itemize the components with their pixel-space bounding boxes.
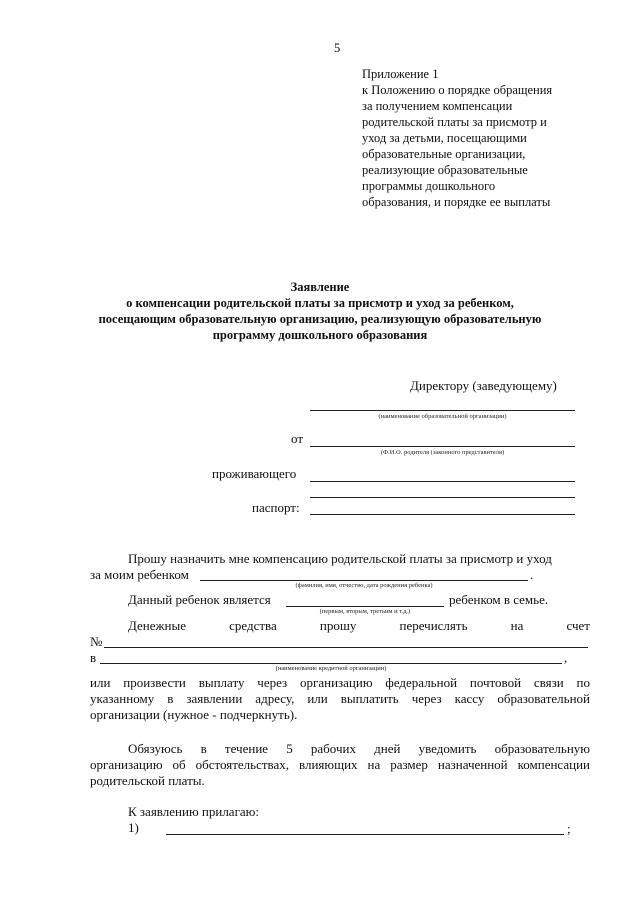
appendix-line: за получением компенсации (362, 99, 513, 113)
org-hint: (наименование образовательной организации) (378, 413, 507, 420)
org-name-field[interactable] (310, 410, 575, 411)
account-field[interactable] (104, 647, 588, 648)
document-title: Заявление (290, 280, 350, 294)
child-order-text-end: ребенком в семье. (449, 592, 549, 607)
child-hint: (фамилия, имя, отчество, дата рождения ребенка) (295, 582, 433, 589)
appendix-line: Приложение 1 (362, 67, 439, 81)
obligation-line: Обязуюсь в течение 5 рабочих дней уведомить образовательную (128, 741, 590, 756)
semicolon-mark: ; (567, 821, 571, 836)
passport-label: паспорт: (252, 500, 300, 515)
payment-option-line: или произвести выплату через организацию федеральной почтовой связи по (90, 675, 590, 690)
payment-option-line: организации (нужное - подчеркнуть). (90, 707, 298, 722)
attachment-number: 1) (128, 820, 139, 835)
address-field-2[interactable] (310, 497, 575, 498)
appendix-line: образования, и порядке ее выплаты (362, 195, 551, 209)
request-text-cont: за моим ребенком (90, 567, 189, 582)
payment-option-line: указанному в заявлении адресу, или выплатить через кассу образовательной (90, 691, 590, 706)
word: прошу (319, 618, 357, 633)
title-line: о компенсации родительской платы за присмотр и уход за ребенком, (126, 296, 514, 310)
appendix-line: реализующие образовательные (362, 163, 528, 177)
from-label: от (291, 431, 304, 446)
child-order-field[interactable] (286, 606, 444, 607)
passport-field[interactable] (310, 514, 575, 515)
word: счет (566, 618, 590, 633)
account-sign: № (90, 634, 103, 649)
obligation-line: организацию об обстоятельствах, влияющих на размер назначенной компенсации (90, 757, 590, 772)
order-hint: (первым, вторым, третьим и т.д.) (319, 608, 411, 615)
period-mark: . (530, 567, 534, 582)
child-order-text: Данный ребенок является (128, 592, 271, 607)
bank-field[interactable] (100, 663, 562, 664)
fio-hint: (Ф.И.О. родителя (законного представителя) (380, 449, 505, 456)
appendix-line: уход за детьми, посещающими (362, 131, 527, 145)
appendix-line: образовательные организации, (362, 147, 526, 161)
word: Денежные (128, 618, 186, 633)
appendix-line: родительской платы за присмотр и (362, 115, 547, 129)
word: перечислять (399, 618, 468, 633)
title-line: посещающим образовательную организацию, реализующую образовательную (98, 312, 542, 326)
attachment-field[interactable] (166, 834, 564, 835)
transfer-line (128, 618, 590, 634)
appendix-line: программы дошкольного (362, 179, 496, 193)
bank-hint: (наименование кредитной организации) (275, 665, 387, 672)
page-number: 5 (334, 41, 341, 55)
appendix-block (362, 66, 602, 210)
word: средства (229, 618, 277, 633)
child-field[interactable] (200, 580, 528, 581)
fio-field[interactable] (310, 446, 575, 447)
word: на (510, 618, 524, 633)
obligation-line: родительской платы. (90, 773, 205, 788)
addressee-label: Директору (заведующему) (410, 378, 557, 393)
title-line: программу дошкольного образования (212, 328, 428, 342)
residing-label: проживающего (212, 466, 297, 481)
comma-mark: , (564, 650, 568, 665)
address-field-1[interactable] (310, 481, 575, 482)
request-text: Прошу назначить мне компенсацию родительской платы за присмотр и уход (128, 551, 552, 566)
bank-prefix: в (90, 650, 97, 665)
attachments-label: К заявлению прилагаю: (128, 804, 260, 819)
appendix-line: к Положению о порядке обращения (362, 83, 553, 97)
